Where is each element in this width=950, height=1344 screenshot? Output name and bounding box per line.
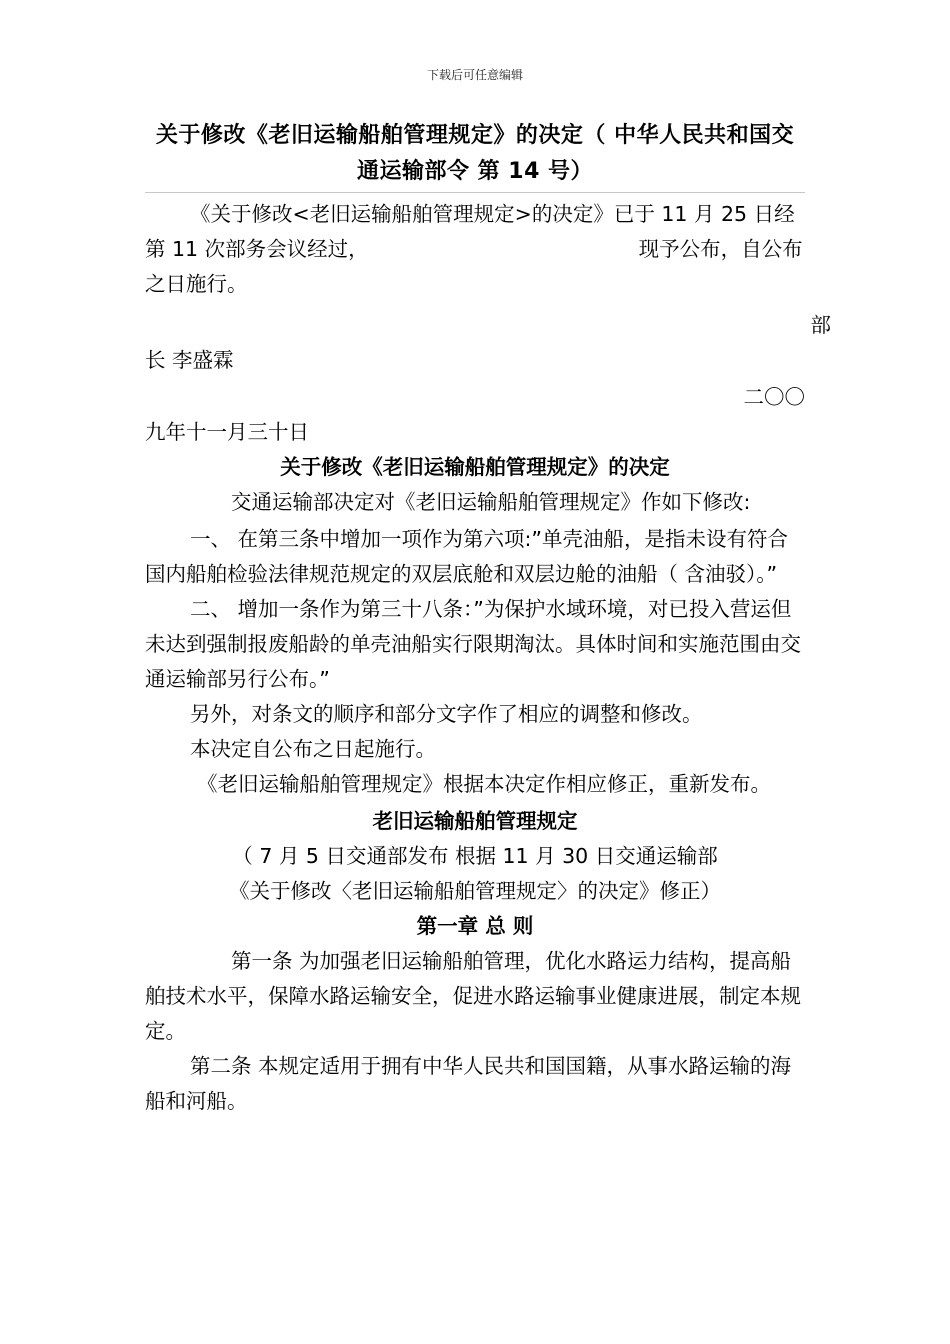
title-line-1: 关于修改《老旧运输船舶管理规定》的决定（ 中华人民共和国交	[155, 123, 795, 148]
regulation-title: 老旧运输船舶管理规定	[372, 809, 578, 833]
amendment-item-2: 二、 增加一条作为第三十八条：”为保护水域环境，对已投入营运但未达到强制报废船龄的单壳油船实行限期淘汰。具体时间和实施范围由交通运输部另行公布。”	[145, 597, 801, 691]
intro-text-a: 《关于修改<老旧运输船舶管理规定>的决定》已于 11 月 25 日经第 11 次部务会议经过，	[145, 202, 795, 261]
regulation-subtitle-1: （ 7 月 5 日交通部发布 根据 11 月 30 日交通运输部	[232, 844, 718, 868]
header-note: 下载后可任意编辑	[426, 68, 523, 82]
date-part-a: 二〇〇	[743, 385, 805, 409]
regulation-subtitle-2: 《关于修改〈老旧运输船舶管理规定〉的决定》修正）	[229, 879, 721, 903]
amendment-note: 另外，对条文的顺序和部分文字作了相应的调整和修改。	[190, 702, 703, 726]
article-2: 第二条 本规定适用于拥有中华人民共和国国籍，从事水路运输的海船和河船。	[145, 1054, 792, 1113]
signer-title-part: 部	[810, 313, 831, 337]
document-title	[145, 118, 805, 190]
article-1: 第一条 为加强老旧运输船舶管理，优化水路运力结构，提高船舶技术水平，保障水路运输安全，促进水路运输事业健康进展，制定本规定。	[145, 949, 801, 1043]
intro-paragraph	[145, 197, 805, 302]
amendment-item-1: 一、 在第三条中增加一项作为第六项:”单壳油船，是指未设有符合国内船舶检验法律规范规定的双层底舱和双层边舱的油船（ 含油驳）。”	[145, 527, 789, 586]
chapter-heading: 第一章 总 则	[416, 914, 534, 938]
republish-note: 《老旧运输船舶管理规定》根据本决定作相应修正，重新发布。	[197, 772, 771, 796]
decision-title: 关于修改《老旧运输船舶管理规定》的决定	[280, 455, 670, 479]
title-divider	[145, 192, 805, 193]
signer-name: 长 李盛霖	[145, 348, 234, 372]
document-body	[145, 118, 831, 1119]
date-part-b: 九年十一月三十日	[145, 420, 309, 444]
effective-note: 本决定自公布之日起施行。	[190, 737, 436, 761]
intro-text-b: 现予公布，自公布之日施行。	[145, 237, 803, 296]
decision-intro: 交通运输部决定对《老旧运输船舶管理规定》作如下修改:	[231, 490, 751, 514]
title-line-2: 通运输部令 第 14 号）	[356, 159, 594, 184]
